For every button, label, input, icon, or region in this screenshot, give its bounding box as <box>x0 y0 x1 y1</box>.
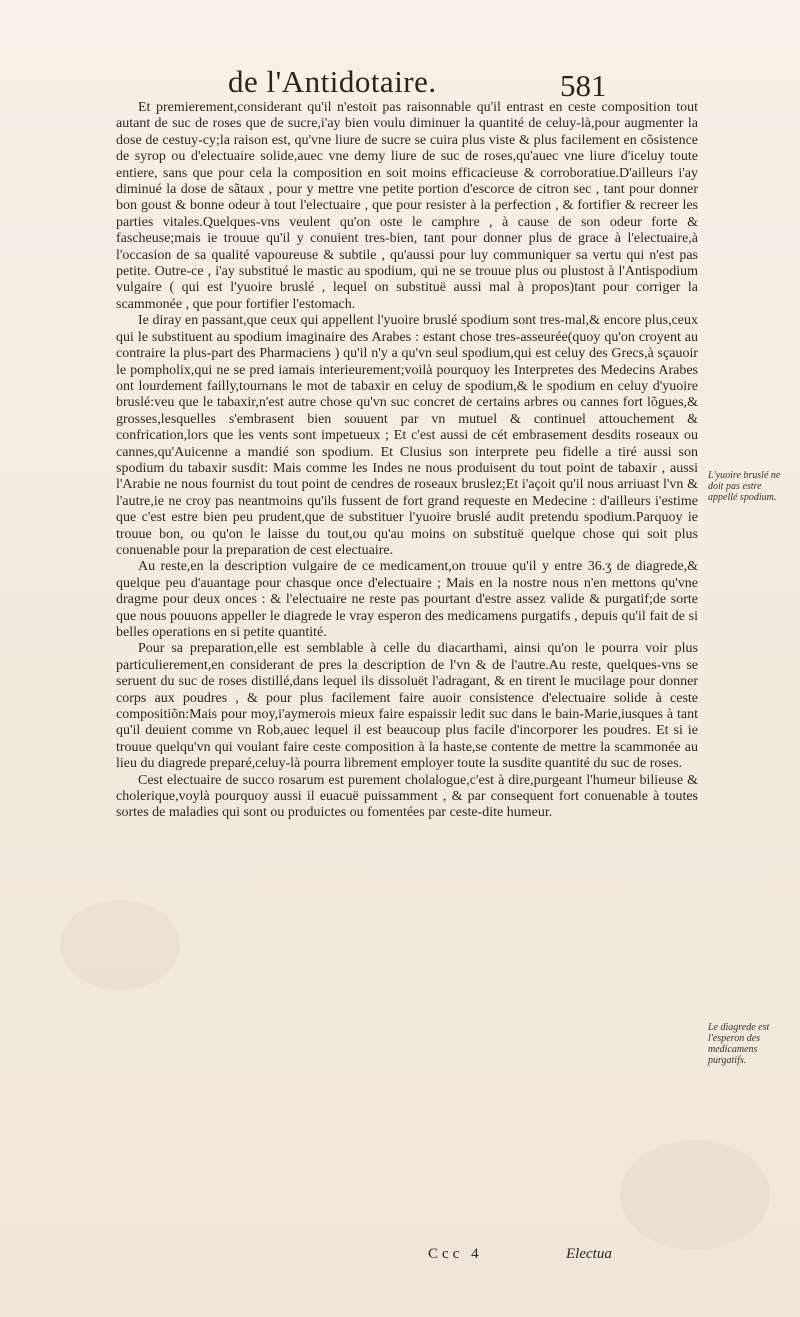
body-text <box>116 100 698 822</box>
paper-stain <box>620 1140 770 1250</box>
paragraph-1: Et premierement,considerant qu'il n'estoit pas raisonnable qu'il entrast en ceste composition tout autant de suc de roses que de sucre,i'ay bien voulu diminuer la quantité de celuy-là,pour augmenter la dose de cestuy-cy;la raison est, qu'vne liure de sucre se cuira plus viste & plus facilement en cõsistence de syrop ou d'electuaire solide,auec vne demy liure de suc de roses,qu'auec vne liure d'iceluy toute entiere, sans que pour cela la composition en soit moins efficacieuse & corroboratiue.D'ailleurs i'ay diminué la dose de sãtaux , pour y mettre vne petite portion d'escorce de citron sec , tant pour donner bon goust & bonne odeur à tout l'electuaire , que pour resister à la perfection , & fortifier & recreer les parties vitales.Quelques-vns veulent qu'on oste le camphre , à cause de son odeur forte & fascheuse;mais ie trouue qu'il y conuient tres-bien, tant pour donner plus de grace à l'electuaire,à l'occasion de sa qualité vapoureuse & subtile , qu'aussi pour luy communiquer sa vertu qui n'est pas petite. Outre-ce , i'ay substitué le mastic au spodium, qui ne se trouue plus ou plustost à l'Antispodium vulgaire ( qui est l'yuoire bruslé , lequel on substituë aussi mal à propos)tant pour corriger la scammonée , que pour fortifier l'estomach. <box>116 100 698 312</box>
paper-stain <box>60 900 180 990</box>
signature-mark: Ccc 4 <box>428 1246 483 1262</box>
page-footer <box>0 1246 800 1270</box>
paragraph-4: Pour sa preparation,elle est semblable à celle du diacarthami, ainsi qu'on le pourra voir plus particulierement,en considerant de pres la description de l'vn & de l'autre.Au reste, quelques-vns se seruent du suc de roses distillé,dans lequel ils dissoluët l'adragant, & en tirent le mucilage pour donner corps aux poudres , & pour plus facilement faire auoir consistence d'electuaire solide à ceste compositiõn:Mais pour moy,i'aymerois mieux faire espaissir ledit suc dans le bain-Marie,iusques à tant qu'il deuient comme vn Rob,auec lequel il est beaucoup plus facile d'incorporer les poudres. Et si ie trouue quelqu'vn qui voulant faire ceste composition à la haste,se contente de mettre la scammonée au lieu du diagrede preparé,celuy-là pourra librement employer toute la susdite quantité du suc de roses. <box>116 641 698 772</box>
catchword: Electua <box>566 1246 612 1262</box>
margin-note-spodium: L'yuoire bruslé ne doit pas estre appellé spodium. <box>708 470 781 503</box>
margin-note-diagrede: Le diagrede est l'esperon des medicamens purgatifs. <box>708 1022 770 1066</box>
paragraph-2: Ie diray en passant,que ceux qui appellent l'yuoire bruslé spodium sont tres-mal,& encore plus,ceux qui le substituent au spodium imaginaire des Arabes : estant chose tres-asseurée(quoy qu'on croyent au contraire la plus-part des Pharmaciens ) qu'il n'y a qu'vn seul spodium,qui est celuy des Grecs,à sçauoir le pompholix,qui ne se pred iamais interieurement;voilà pourquoy les Interpretes des Medecins Arabes ont lourdement failly,tournans le mot de tabaxir en celuy de spodium,& le spodium en celuy d'yuoire bruslé:veu que le tabaxir,n'est autre chose qu'vn suc concret de certains arbres ou cannes fort lõgues,& grosses,lesquelles s'embrasent bien souuent par vn mutuel & continuel attouchement & confrication,lors que les vents sont impetueux ; Et c'est aussi de cét embrasement desdits roseaux ou cannes,qu'Auicenne a mandié son spodium. Et Clusius son interprete peu fidelle a tiré aussi son spodium du tabaxir susdit: Mais comme les Indes ne nous produisent du tout point de tabaxir , aussi l'Arabie ne nous fournist du tout point de cendres de roseaux bruslez;Et i'açoit qu'il nous arriuast l'vn & l'autre,ie ne croy pas neantmoins qu'ils fussent de fort grand requeste en Medecine : d'ailleurs i'estime que c'est estre bien peu prudent,que de substituer l'yuoire bruslé audit pretendu spodium.Parquoy ie trouue bon, ou qu'on le laisse du tout,ou qu'au moins on substituë quelque chose qui soit plus conuenable pour la preparation de cest electuaire. <box>116 313 698 558</box>
paragraph-5: Cest electuaire de succo rosarum est purement cholalogue,c'est à dire,purgeant l'humeur bilieuse & cholerique,voylà pourquoy aussi il euacuë puissamment , & par consequent fort conuenable à toutes sortes de maladies qui sont ou produictes ou fomentées par ceste-dite humeur. <box>116 772 698 821</box>
paragraph-3: Au reste,en la description vulgaire de ce medicament,on trouue qu'il y entre 36.ʒ de diagrede,& quelque peu d'auantage pour chasque once d'electuaire ; Mais en la nostre nous n'en mettons qu'vne dragme pour deux onces : & l'electuaire ne reste pas pourtant d'estre assez valide & purgatif;de sorte que nous pouuons appeller le diagrede le vray esperon des medicamens purgatifs , depuis qu'il fait de si belles operations en si petite quantité. <box>116 559 698 640</box>
page-number: 581 <box>560 68 607 103</box>
running-title: de l'Antidotaire. <box>228 64 437 99</box>
